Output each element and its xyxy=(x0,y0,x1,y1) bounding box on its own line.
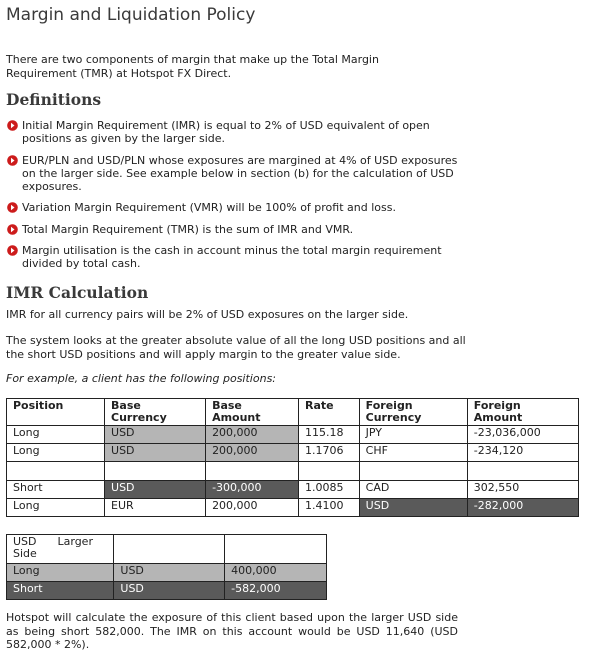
column-header: Base Amount xyxy=(206,399,299,426)
red-circle-arrow-icon xyxy=(7,202,18,213)
list-item xyxy=(6,154,466,194)
table-cell: 400,000 xyxy=(225,564,327,582)
table-row xyxy=(7,462,579,481)
red-circle-arrow-icon xyxy=(7,224,18,235)
table-cell xyxy=(7,462,105,481)
red-circle-arrow-icon xyxy=(7,245,18,256)
imr-heading: IMR Calculation xyxy=(6,283,149,302)
column-header: Position xyxy=(7,399,105,426)
table-row xyxy=(7,564,327,582)
definitions-heading: Definitions xyxy=(6,90,102,109)
table-row xyxy=(7,426,579,444)
table-cell: Long xyxy=(7,444,105,462)
table-cell xyxy=(114,535,225,564)
larger-side-table xyxy=(6,534,327,600)
table-cell: -234,120 xyxy=(467,444,578,462)
table-cell: Long xyxy=(7,499,105,517)
table-cell xyxy=(225,535,327,564)
table-cell: JPY xyxy=(359,426,467,444)
list-item xyxy=(6,244,466,271)
list-item xyxy=(6,201,466,214)
table-cell: USD xyxy=(105,444,206,462)
definitions-list xyxy=(6,119,466,279)
table-header-row xyxy=(7,535,327,564)
table-cell xyxy=(299,462,360,481)
table-header-row xyxy=(7,399,579,426)
table-cell: CHF xyxy=(359,444,467,462)
red-circle-arrow-icon xyxy=(7,155,18,166)
table-row xyxy=(7,499,579,517)
table-row xyxy=(7,481,579,499)
table-cell: -300,000 xyxy=(206,481,299,499)
larger-side-header: USD Larger Side xyxy=(7,535,114,564)
table-cell: Short xyxy=(7,582,114,600)
red-circle-arrow-icon xyxy=(7,120,18,131)
definition-text: Margin utilisation is the cash in account minus the total margin requirement divided by total cash. xyxy=(22,244,442,271)
table-cell: -23,036,000 xyxy=(467,426,578,444)
positions-table xyxy=(6,398,579,517)
list-item xyxy=(6,119,466,146)
table-cell: 1.0085 xyxy=(299,481,360,499)
table-cell: CAD xyxy=(359,481,467,499)
column-header: Base Currency xyxy=(105,399,206,426)
column-header: Rate xyxy=(299,399,360,426)
table-row xyxy=(7,582,327,600)
page-title: Margin and Liquidation Policy xyxy=(6,5,256,25)
table-cell: 200,000 xyxy=(206,499,299,517)
table-cell: EUR xyxy=(105,499,206,517)
table-cell xyxy=(206,462,299,481)
column-header: Foreign Amount xyxy=(467,399,578,426)
table-cell: 1.1706 xyxy=(299,444,360,462)
table-cell: 1.4100 xyxy=(299,499,360,517)
table-cell: Long xyxy=(7,564,114,582)
imr-example-caption: For example, a client has the following positions: xyxy=(6,372,276,385)
table-cell: USD xyxy=(114,582,225,600)
table-cell: -582,000 xyxy=(225,582,327,600)
imr-paragraph-2: The system looks at the greater absolute value of all the long USD positions and all the short USD positions and will apply margin to the greater value side. xyxy=(6,334,466,361)
table-row xyxy=(7,444,579,462)
table-cell: 115.18 xyxy=(299,426,360,444)
table-cell xyxy=(467,462,578,481)
table-cell: Long xyxy=(7,426,105,444)
table-cell: 200,000 xyxy=(206,426,299,444)
table-cell xyxy=(105,462,206,481)
definition-text: Total Margin Requirement (TMR) is the sum of IMR and VMR. xyxy=(22,222,354,236)
table-cell: USD xyxy=(105,426,206,444)
table-cell: 200,000 xyxy=(206,444,299,462)
table-cell xyxy=(359,462,467,481)
column-header: Foreign Currency xyxy=(359,399,467,426)
table-cell: USD xyxy=(114,564,225,582)
footer-paragraph: Hotspot will calculate the exposure of this client based upon the larger USD side as being short 582,000. The IMR on this account would be USD 11,640 (USD 582,000 * 2%). xyxy=(6,611,458,651)
table-cell: 302,550 xyxy=(467,481,578,499)
table-cell: USD xyxy=(105,481,206,499)
imr-paragraph-1: IMR for all currency pairs will be 2% of USD exposures on the larger side. xyxy=(6,308,409,321)
table-cell: -282,000 xyxy=(467,499,578,517)
intro-paragraph: There are two components of margin that make up the Total Margin Requirement (TMR) at Hotspot FX Direct. xyxy=(6,53,379,80)
table-cell: Short xyxy=(7,481,105,499)
definition-text: Variation Margin Requirement (VMR) will be 100% of profit and loss. xyxy=(22,201,396,215)
definition-text: Initial Margin Requirement (IMR) is equal to 2% of USD equivalent of open positions as given by the larger side. xyxy=(22,119,430,146)
definition-text: EUR/PLN and USD/PLN whose exposures are margined at 4% of USD exposures on the larger side. See example below in section (b) for the calculation of USD exposures. xyxy=(22,153,458,194)
list-item xyxy=(6,223,466,236)
table-cell: USD xyxy=(359,499,467,517)
